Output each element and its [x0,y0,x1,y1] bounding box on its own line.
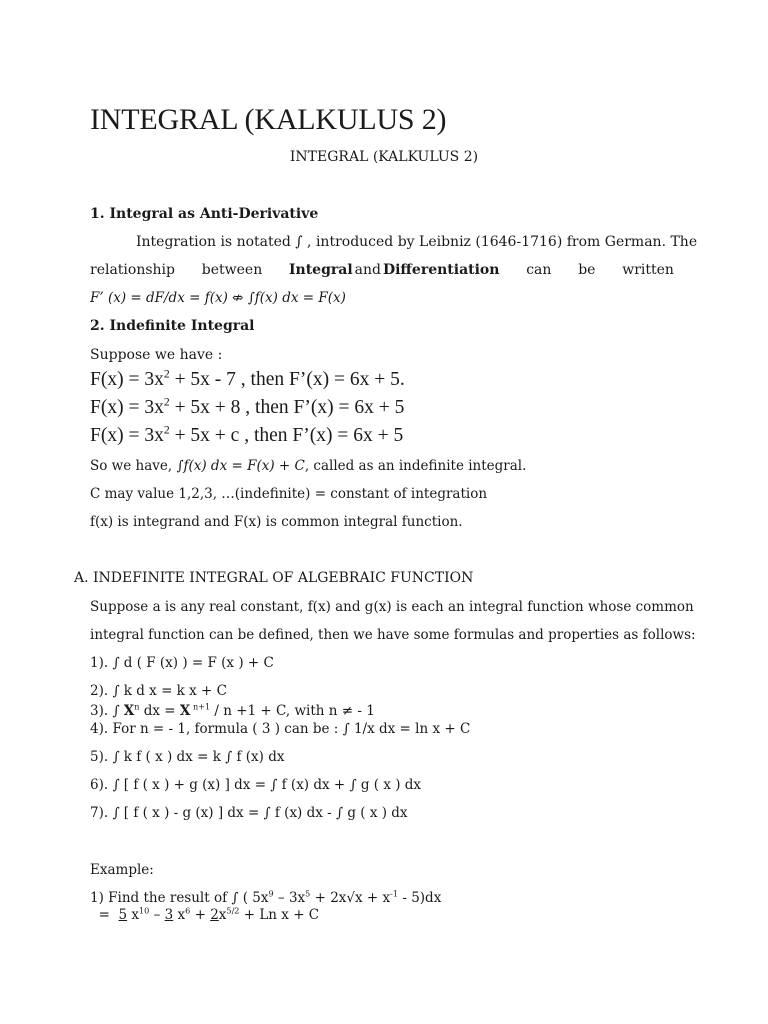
example-1-answer: = 5 $x^{10} - 3$ $x^6 + 2x^{5/2} + Ln$ x + C [90,905,320,923]
section2-heading: 2. Indefinite Integral [90,318,255,334]
section1-heading: 1. Integral as Anti-Derivative [90,206,319,222]
section2-intro: Suppose we have : [90,347,223,363]
word: relationship [90,262,175,278]
word: be [578,262,596,278]
word-differentiation: Differentiation [382,262,500,278]
word-integral: Integral [288,262,353,278]
indefinite-integral-line: So we have, ∫f(x) dx = F(x) + C, called as an indefinite integral. [90,458,527,474]
constant-line: C may value 1,2,3, …(indefinite) = constant of integration [90,486,488,502]
integrand-line: f(x) is integrand and F(x) is common integral function. [90,514,463,530]
example-1-question: 1) Find the result of ∫ ( $5x^9 - 3x^5 + 2x√x + x^{-1} - 5)dx$ [90,888,442,906]
example-function-3: $F(x) = 3x^2 + 5x + c$ , then F’(x) = 6x + 5 [90,423,404,446]
sectionA-heading: A. INDEFINITE INTEGRAL OF ALGEBRAIC FUNCTION [74,570,474,586]
page-subtitle: INTEGRAL (KALKULUS 2) [289,149,479,165]
section1-paragraph-line2 [90,262,674,278]
word-group [289,262,499,278]
word: and [354,262,381,278]
formula-1: 1). ∫ d ( F (x) ) = F (x ) + C [90,655,274,671]
section1-formula: F’ (x) = dF/dx = f(x) ⇎ ∫f(x) dx = F(x) [90,290,346,306]
sectionA-paragraph-line1: Suppose a is any real constant, f(x) and g(x) is each an integral function whose common [90,599,694,615]
word: can [526,262,552,278]
example-label: Example: [90,862,154,878]
formula-3: 3). ∫ $X^n$ dx = X $^{n+1}$ / n +1 + C, with n ≠ - 1 [90,701,375,719]
formula-2: 2). ∫ k d x = k x + C [90,683,227,699]
page-title: INTEGRAL (KALKULUS 2) [90,103,447,136]
word: written [622,262,674,278]
section1-paragraph-line1: Integration is notated ∫ , introduced by Leibniz (1646-1716) from German. The [136,234,698,250]
formula-4: 4). For n = - 1, formula ( 3 ) can be : ∫ 1/x dx = ln x + C [90,721,471,737]
formula-6: 6). ∫ [ f ( x ) + g (x) ] dx = ∫ f (x) dx + ∫ g ( x ) dx [90,777,422,793]
sectionA-paragraph-line2: integral function can be defined, then we have some formulas and properties as follows: [90,627,696,643]
example-function-2: $F(x) = 3x^2 + 5x + 8$ , then F’(x) = 6x + 5 [90,395,405,418]
word: between [201,262,263,278]
formula-7: 7). ∫ [ f ( x ) - g (x) ] dx = ∫ f (x) dx - ∫ g ( x ) dx [90,805,408,821]
example-function-1: $F(x) = 3x^2 + 5x - 7$ , then F’(x) = 6x + 5. [90,367,405,390]
formula-5: 5). ∫ k f ( x ) dx = k ∫ f (x) dx [90,749,285,765]
